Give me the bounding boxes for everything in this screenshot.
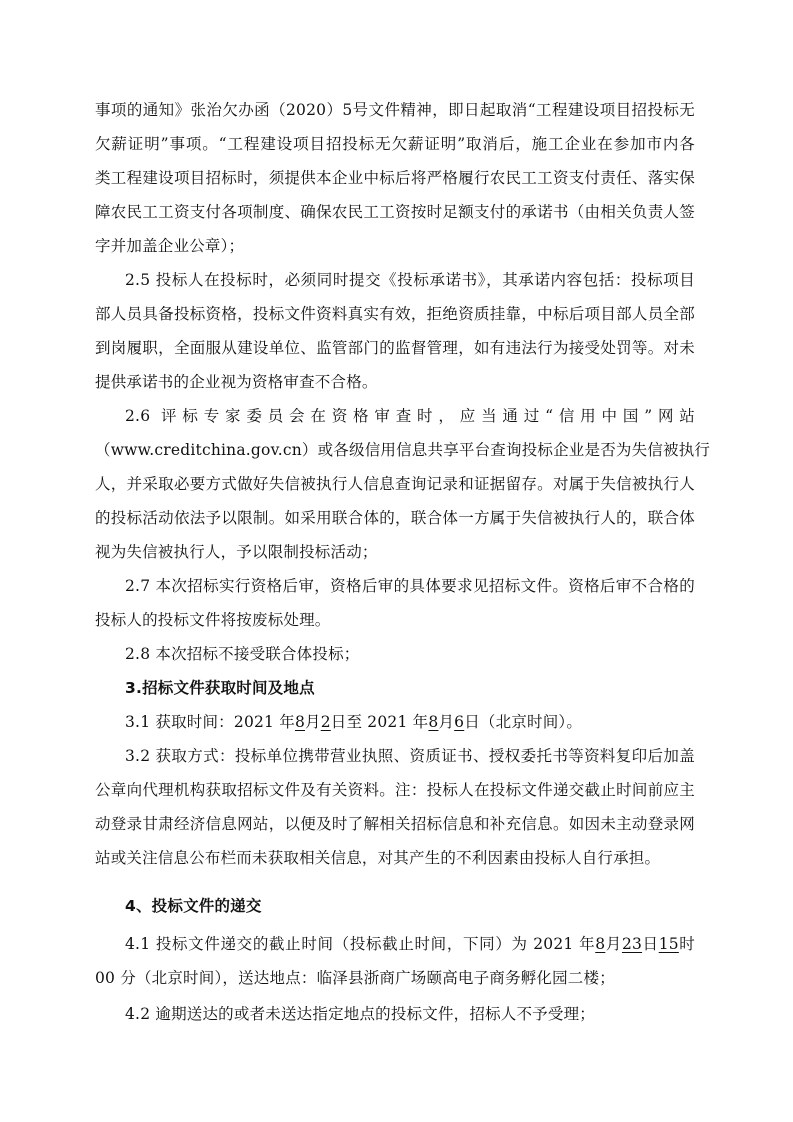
paragraph-line: 字并加盖企业公章）；: [95, 237, 245, 255]
clause-4-1: [125, 934, 695, 954]
clause-2-8: 2.8 本次招标不接受联合体投标；: [125, 645, 360, 663]
paragraph-line: 欠薪证明”事项。“工程建设项目招投标无欠薪证明”取消后，施工企业在参加市内各: [95, 135, 695, 153]
paragraph-line: 站或关注信息公布栏而未获取相关信息，对其产生的不利因素由投标人自行承担。: [95, 849, 661, 867]
section-heading-3: 3.招标文件获取时间及地点: [125, 679, 315, 697]
paragraph-line: 提供承诺书的企业视为资格审查不合格。: [95, 373, 378, 391]
text-segment: 月: [605, 935, 622, 953]
paragraph-line: 视为失信被执行人，予以限制投标活动；: [95, 543, 378, 561]
paragraph-line: 00 分（北京时间），送达地点：临泽县浙商广场颐高电子商务孵化园二楼；: [95, 969, 615, 987]
clause-3-2: 3.2 获取方式：投标单位携带营业执照、资质证书、授权委托书等资料复印后加盖: [125, 747, 695, 765]
text-segment: 日（北京时间）。: [464, 713, 583, 731]
paragraph-line: 类工程建设项目招标时，须提供本企业中标后将严格履行农民工工资支付责任、落实保: [95, 169, 695, 187]
end-month: 8: [428, 713, 439, 731]
paragraph-line: 障农民工工资支付各项制度、确保农民工工资按时足额支付的承诺书（由相关负责人签: [95, 203, 695, 221]
paragraph-line: 事项的通知》张治欠办函（2020）5号文件精神，即日起取消“工程建设项目招投标无: [95, 101, 695, 119]
text-segment: 月: [438, 713, 455, 731]
deadline-month: 8: [595, 935, 606, 953]
section-heading-4: 4、投标文件的递交: [125, 897, 262, 915]
text-segment: 时: [678, 935, 696, 953]
paragraph-line: 部人员具备投标资格，投标文件资料真实有效，拒绝资质挂靠，中标后项目部人员全部: [95, 305, 695, 323]
text-segment: 日: [642, 935, 659, 953]
text-segment: 4.1 投标文件递交的截止时间（投标截止时间，下同）为 2021 年: [125, 935, 596, 953]
start-day: 2: [320, 713, 331, 731]
start-month: 8: [294, 713, 306, 731]
text-segment: 3.1 获取时间：2021 年: [125, 713, 295, 731]
deadline-hour: 15: [658, 935, 679, 953]
text-segment: 日至 2021 年: [330, 713, 429, 731]
clause-2-6: 2.6 评标专家委员会在资格审查时，应当通过“信用中国”网站: [125, 407, 695, 425]
clause-4-2: 4.2 逾期送达的或者未送达指定地点的投标文件，招标人不予受理；: [125, 1005, 595, 1023]
paragraph-line: 动登录甘肃经济信息网站，以便及时了解相关招标信息和补充信息。如因未主动登录网: [95, 815, 695, 833]
clause-3-1: [125, 712, 695, 732]
paragraph-line: 公章向代理机构获取招标文件及有关资料。注：投标人在投标文件递交截止时间前应主: [95, 781, 695, 799]
deadline-day: 23: [621, 935, 643, 953]
paragraph-line: 的投标活动依法予以限制。如采用联合体的，联合体一方属于失信被执行人的，联合体: [95, 509, 695, 527]
paragraph-line: 人，并采取必要方式做好失信被执行人信息查询记录和证据留存。对属于失信被执行人: [95, 475, 695, 493]
text-segment: 月: [305, 713, 321, 731]
end-day: 6: [454, 713, 465, 731]
paragraph-line: （www.creditchina.gov.cn）或各级信用信息共享平台查询投标企业是否为失信被执行: [95, 441, 711, 459]
clause-2-7: 2.7 本次招标实行资格后审，资格后审的具体要求见招标文件。资格后审不合格的: [125, 577, 695, 595]
paragraph-line: 投标人的投标文件将按废标处理。: [95, 611, 331, 629]
paragraph-line: 到岗履职，全面服从建设单位、监管部门的监督管理，如有违法行为接受处罚等。对未: [95, 339, 695, 357]
clause-2-5: 2.5 投标人在投标时，必须同时提交《投标承诺书》，其承诺内容包括：投标项目: [125, 271, 695, 289]
